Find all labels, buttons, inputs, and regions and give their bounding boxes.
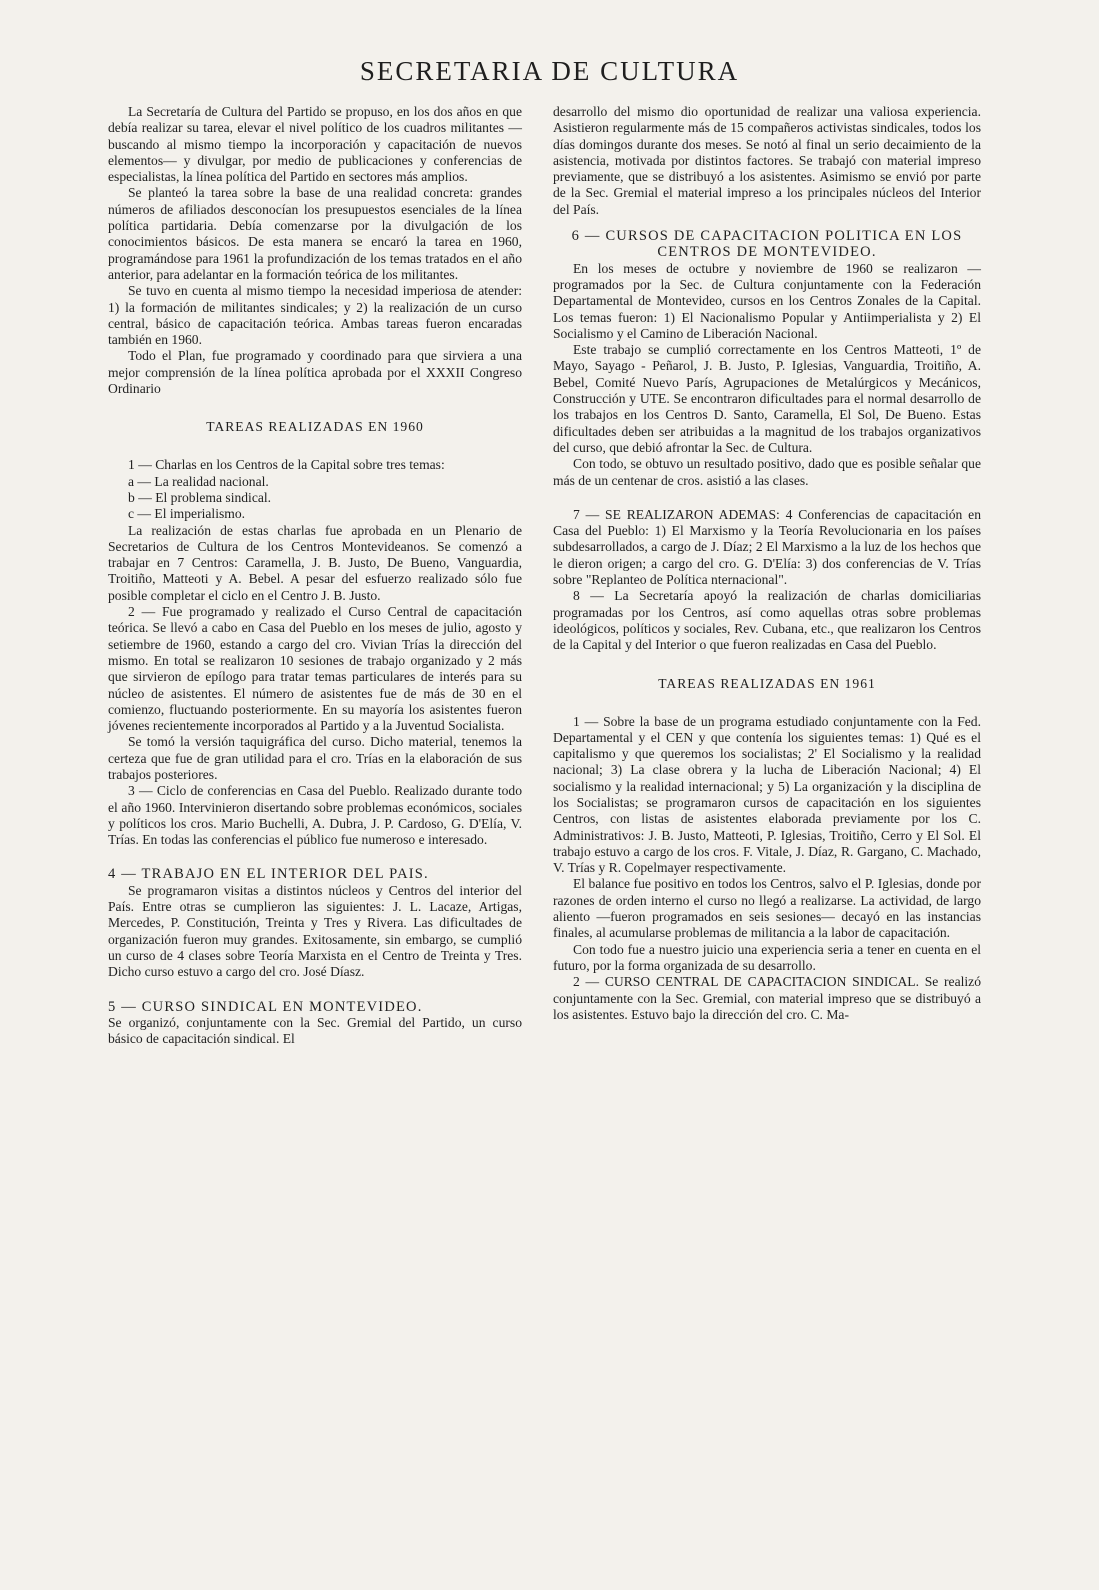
- item-6-paragraph: Este trabajo se cumplió correctamente en los Centros Matteoti, 1º de Mayo, Sayago - Peñarol, J. B. Justo, P. Iglesias, Vanguardia, Troitiño, A. Bebel, Comité Nuevo París, Agrupaciones de Metalúrgicos y Mecánicos, Construcción y UTE. Se encontraron dificultades para el normal desarrollo de los trabajos en los Centros D. Santo, Caramella, El Sol, De Bueno. Estas dificultades deben ser atribuidas a la magnitud de los trabajos organizativos del curso, que debió afrontar la Sec. de Cultura.: [553, 342, 981, 455]
- task-1-paragraph: El balance fue positivo en todos los Centros, salvo el P. Iglesias, donde por razones de orden interno el curso no llegó a realizarse. La actividad, de largo aliento —fueron programados en seis sesiones— decayó en las instancias finales, al acumularse problemas de militancia a la labor de capacitación.: [553, 876, 981, 941]
- item-2-paragraph: Se tomó la versión taquigráfica del curso. Dicho material, tenemos la certeza que fue de gran utilidad para el cro. Trías en la elaboración de sus trabajos posteriores.: [108, 734, 522, 782]
- item-3-paragraph: 3 — Ciclo de conferencias en Casa del Pueblo. Realizado durante todo el año 1960. Intervinieron disertando sobre problemas económicos, sociales y políticos los cros. Mario Buchelli, A. Dubra, J. P. Cardoso, G. D'Elía, V. Trías. En todas las conferencias el público fue numeroso e interesado.: [108, 783, 522, 848]
- item-1-b: b — El problema sindical.: [128, 489, 272, 505]
- item-6-paragraph: Con todo, se obtuvo un resultado positivo, dado que es posible señalar que más de un centenar de cros. asistió a las clases.: [553, 456, 981, 488]
- intro-paragraph: Se planteó la tarea sobre la base de una realidad concreta: grandes números de afiliados desconocían los presupuestos esenciales de la línea política partidaria. Debía comenzarse por la divulgación de los conocimientos básicos. De esta manera se encaró la tarea en 1960, programándose para 1961 la profundización de los temas tratados en el año anterior, para adelantar en la formación teórica de los militantes.: [108, 185, 522, 282]
- item-4-paragraph: Se programaron visitas a distintos núcleos y Centros del interior del País. Entre otras se cumplieron las siguientes: J. L. Lacaze, Artigas, Mercedes, P. Constitución, Treinta y Tres y Rivera. Las dificultades de organización fueron muy grandes. Exitosamente, sin embargo, se cumplió un curso de 4 clases sobre Teoría Marxista en el Centro de Treinta y Tres. Dicho curso estuvo a cargo del cro. José Díasz.: [108, 882, 522, 980]
- intro-paragraph: La Secretaría de Cultura del Partido se propuso, en los dos años en que debía realizar su tarea, elevar el nivel político de los cuadros militantes —buscando al mismo tiempo la incorporación y capacitación de nuevos elementos— y divulgar, por medio de publicaciones y conferencias de especialistas, la línea política del Partido en sectores más amplios.: [108, 104, 522, 185]
- item-1-a: a — La realidad nacional.: [128, 473, 269, 489]
- item-1-paragraph: La realización de estas charlas fue aprobada en un Plenario de Secretarios de Cultura de los Centros Montevideanos. Se comenzó a trabajar en 7 Centros: Caramella, J. B. Justo, De Bueno, Vanguardia, Troitiño, Matteoti y A. Bebel. A pesar del esfuerzo realizado sólo fue posible completar el ciclo en el Centro J. B. Justo.: [108, 522, 522, 603]
- item-2-paragraph: 2 — Fue programado y realizado el Curso Central de capacitación teórica. Se llevó a cabo en Casa del Pueblo en los meses de julio, agosto y setiembre de 1960, estando a cargo del cro. Vivian Trías la dirección del mismo. En total se realizaron 10 sesiones de trabajo organizado y 2 más que sirvieron de epílogo para tratar temas particulares de interés para su núcleo de asistentes. El número de asistentes fue de más de 30 en el comienzo, fluctuando posteriormente. En su mayoría los asistentes fueron jóvenes recientemente incorporados al Partido y a la Juventud Socialista.: [108, 604, 522, 734]
- intro-paragraph: Todo el Plan, fue programado y coordinado para que sirviera a una mejor comprensión de la línea política aprobada por el XXXII Congreso Ordinario: [108, 348, 522, 397]
- item-6-paragraph: En los meses de octubre y noviembre de 1960 se realizaron —programados por la Sec. de Cultura conjuntamente con la Federación Departamental de Montevideo, cursos en los Centros Zonales de la Capital. Los temas fueron: 1) El Nacionalismo Popular y Antiimperialista y 2) El Socialismo y el Camino de Liberación Nacional.: [553, 260, 981, 341]
- page-title: SECRETARIA DE CULTURA: [359, 56, 740, 86]
- task-1-paragraph: Con todo fue a nuestro juicio una experiencia seria a tener en cuenta en el futuro, por la forma organizada de su desarrollo.: [553, 941, 981, 973]
- section-heading-1961: TAREAS REALIZADAS EN 1961: [658, 675, 876, 691]
- section-heading-1960: TAREAS REALIZADAS EN 1960: [206, 419, 424, 435]
- item-1-c: c — El imperialismo.: [128, 506, 246, 522]
- task-2-paragraph: 2 — CURSO CENTRAL DE CAPACITACION SINDICAL. Se realizó conjuntamente con la Sec. Gremial, con material impreso que se distribuyó a los asistentes. Estuvo bajo la dirección del cro. C. Ma-: [553, 974, 981, 1022]
- item-5-continuation: desarrollo del mismo dio oportunidad de realizar una valiosa experiencia. Asistieron regularmente más de 15 compañeros activistas sindicales, todos los días domingos durante dos meses. Se notó al final un serio decaimiento de la asistencia, motivada por distintos factores. Se trabajó con material impreso previamente, que se distribuyó a los asistentes. Asimismo se envió por parte de la Sec. Gremial el material impreso a los principales núcleos del Interior del País.: [553, 104, 981, 217]
- left-column: [108, 104, 522, 1047]
- intro-paragraph: Se tuvo en cuenta al mismo tiempo la necesidad imperiosa de atender: 1) la formación de militantes sindicales; y 2) la realización de un curso central, básico de capacitación teórica. Ambas tareas fueron encaradas también en 1960.: [108, 283, 522, 348]
- item-7-paragraph: 7 — SE REALIZARON ADEMAS: 4 Conferencias de capacitación en Casa del Pueblo: 1) El Marxismo y la Teoría Revolucionaria en los países subdesarrollados, a cargo de J. Díaz; 2 El Marxismo a la luz de los hechos que le dieron origen; a cargo del cro. G. D'Elía: 3) dos conferencias de V. Trías sobre "Replanteo de Política nternacional".: [553, 506, 981, 588]
- item-8-paragraph: 8 — La Secretaría apoyó la realización de charlas domiciliarias programadas por los Centros, así como aquellas otras sobre problemas ideológicos, políticos y sociales, Rev. Cubana, etc., que realizaron los Centros de la Capital y del Interior o que fueron realizadas en Casa del Pueblo.: [553, 588, 981, 653]
- right-column: [553, 104, 981, 1023]
- item-1-intro: 1 — Charlas en los Centros de la Capital sobre tres temas:: [128, 457, 445, 473]
- task-1-paragraph: 1 — Sobre la base de un programa estudiado conjuntamente con la Fed. Departamental y el CEN y que contenía los siguientes temas: 1) Qué es el capitalismo y que queremos los socialistas; 2' El Socialismo y la realidad nacional; 3) La clase obrera y la lucha de Liberación Nacional; 4) El socialismo y la realidad internacional; y 5) La organización y la disciplina de los Socialistas; se programaron cursos de capacitación en los siguientes Centros, con listas de asistentes elaborada previamente por los C. Administrativos: J. B. Justo, Matteoti, P. Iglesias, Troitiño, Cerro y El Sol. El trabajo estuvo a cargo de los cros. F. Vitale, J. Díaz, R. Gargano, C. Machado, V. Trías y R. Copelmayer respectivamente.: [553, 713, 981, 876]
- item-4-heading: 4 — TRABAJO EN EL INTERIOR DEL PAIS.: [108, 866, 429, 883]
- item-6-heading: 6 — CURSOS DE CAPACITACION POLITICA EN LOS CENTROS DE MONTEVIDEO.: [571, 228, 963, 261]
- item-5-heading: 5 — CURSO SINDICAL EN MONTEVIDEO.: [108, 998, 423, 1015]
- item-5-paragraph: Se organizó, conjuntamente con la Sec. Gremial del Partido, un curso básico de capacitación sindical. El: [108, 1014, 522, 1047]
